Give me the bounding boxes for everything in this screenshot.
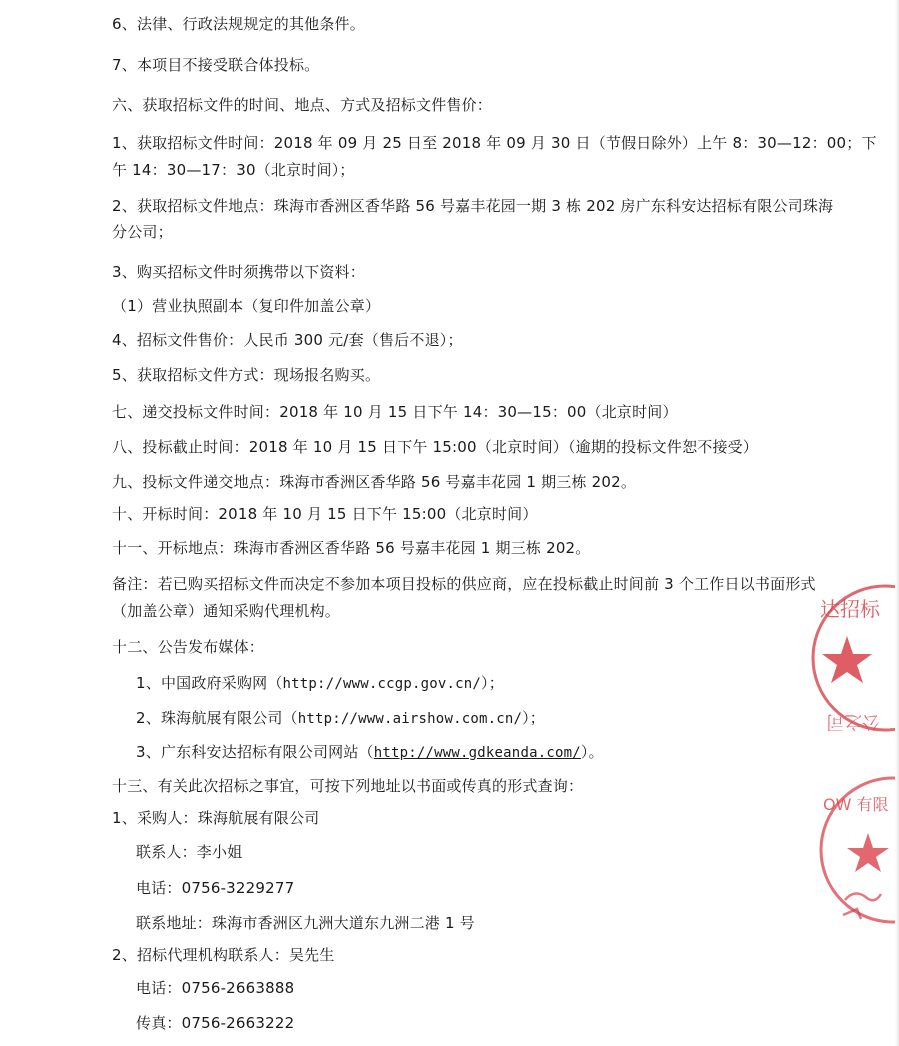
text-line: 5、获取招标文件方式：现场报名购买。 xyxy=(112,366,381,384)
media-suffix: ）； xyxy=(522,709,546,727)
media-url-link[interactable]: http://www.gdkeanda.com/ xyxy=(373,745,581,761)
text-line: 4、招标文件售价：人民币 300 元/套（售后不退）； xyxy=(112,331,463,349)
note-line: 备注：若已购买招标文件而决定不参加本项目投标的供应商，应在投标截止时间前 3 个工作日以书面形式 xyxy=(112,575,816,593)
seal-text-top: 达招标 xyxy=(820,597,880,621)
section-heading: 九、投标文件递交地点：珠海市香洲区香华路 56 号嘉丰花园 1 期三栋 202。 xyxy=(112,473,637,491)
section-heading: 十、开标时间：2018 年 10 月 15 日下午 15:00（北京时间） xyxy=(112,505,538,523)
media-url: http://www.ccgp.gov.cn/ xyxy=(282,676,482,692)
note-line: （加盖公章）通知采购代理机构。 xyxy=(112,602,341,620)
contact-line: 电话：0756-3229277 xyxy=(136,879,295,897)
media-item xyxy=(136,708,545,729)
contact-line: 联系人：李小姐 xyxy=(136,843,243,861)
contact-line: 传真：0756-2663222 xyxy=(136,1014,295,1032)
seal-text-bottom: OW 有限 xyxy=(823,795,889,814)
media-item xyxy=(136,673,504,694)
media-suffix: ）； xyxy=(481,674,504,692)
media-label: 1、中国政府采购网（ xyxy=(136,674,283,692)
seal-text-mid: 公之司 xyxy=(826,711,880,732)
section-heading: 十一、开标地点：珠海市香洲区香华路 56 号嘉丰花园 1 期三栋 202。 xyxy=(112,539,591,557)
contact-line: 联系地址：珠海市香洲区九洲大道东九洲二港 1 号 xyxy=(136,914,475,932)
media-item xyxy=(136,742,604,763)
text-line: 2、获取招标文件地点：珠海市香洲区香华路 56 号嘉丰花园一期 3 栋 202 房广东科安达招标有限公司珠海 xyxy=(112,197,834,215)
text-line: （1）营业执照副本（复印件加盖公章） xyxy=(112,297,381,315)
company-seal-lower xyxy=(805,765,899,930)
media-label: 2、珠海航展有限公司（ xyxy=(136,709,298,727)
section-heading: 六、获取招标文件的时间、地点、方式及招标文件售价： xyxy=(112,96,493,114)
page-edge-shadow xyxy=(895,0,899,1046)
company-seal-upper xyxy=(800,578,899,738)
text-line: 6、法律、行政法规规定的其他条件。 xyxy=(112,15,365,33)
media-url: http://www.airshow.com.cn/ xyxy=(297,711,523,727)
text-line: 午 14：30—17：30（北京时间）； xyxy=(112,161,355,179)
section-heading: 十二、公告发布媒体： xyxy=(112,638,265,656)
contact-line: 电话：0756-2663888 xyxy=(136,979,295,997)
contact-line: 2、招标代理机构联系人：吴先生 xyxy=(112,946,335,964)
text-line: 3、购买招标文件时须携带以下资料： xyxy=(112,263,365,281)
section-heading: 七、递交投标文件时间：2018 年 10 月 15 日下午 14：30—15：00（北京时间） xyxy=(112,403,678,421)
section-heading: 十三、有关此次招标之事宜，可按下列地址以书面或传真的形式查询： xyxy=(112,777,584,795)
contact-line: 1、采购人：珠海航展有限公司 xyxy=(112,809,320,827)
text-line: 分公司； xyxy=(112,223,173,241)
media-suffix: ）。 xyxy=(580,743,604,761)
media-label: 3、广东科安达招标有限公司网站（ xyxy=(136,743,374,761)
section-heading: 八、投标截止时间：2018 年 10 月 15 日下午 15:00（北京时间）（逾期的投标文件恕不接受） xyxy=(112,438,759,456)
text-line: 7、本项目不接受联合体投标。 xyxy=(112,56,320,74)
text-line: 1、获取招标文件时间：2018 年 09 月 25 日至 2018 年 09 月 30 日（节假日除外）上午 8：30—12：00；下 xyxy=(112,134,877,152)
